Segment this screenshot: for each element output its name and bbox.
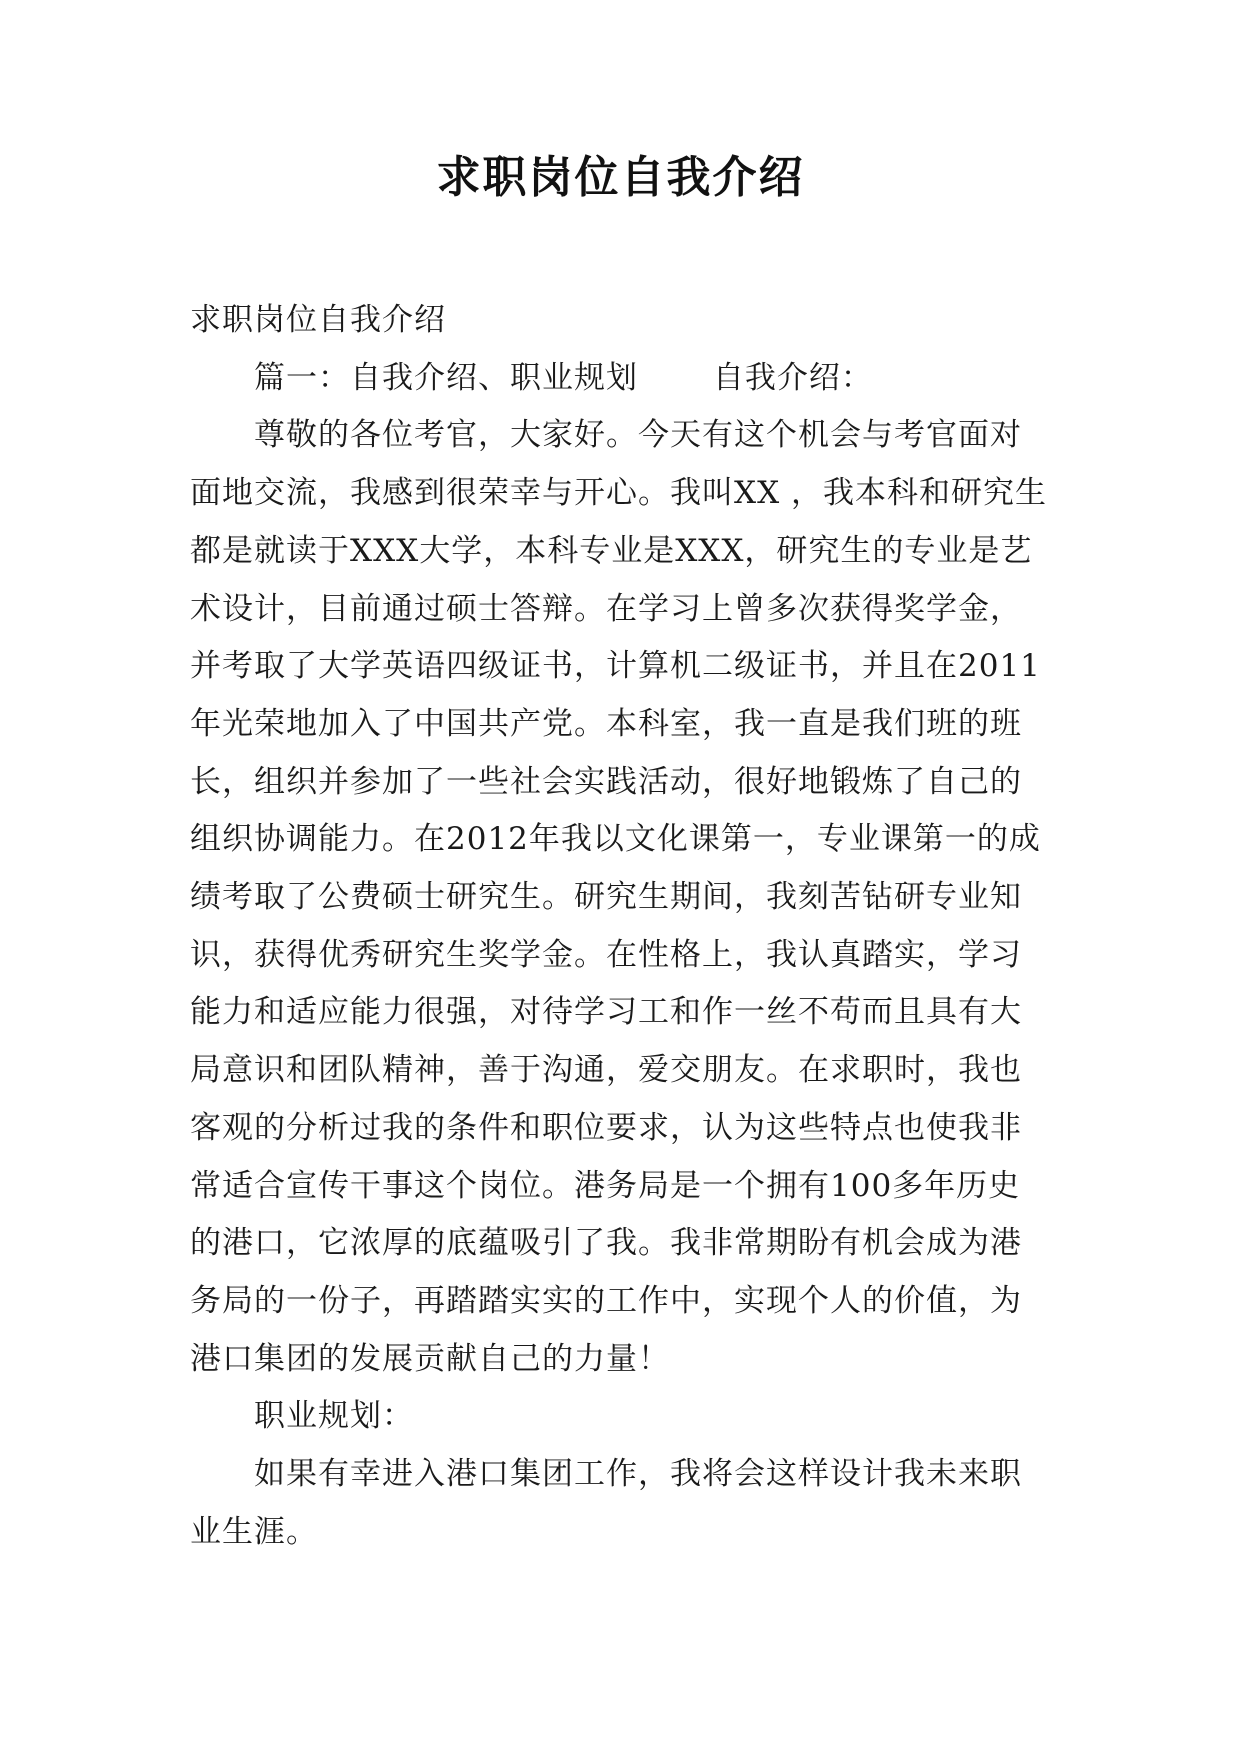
document-title: 求职岗位自我介绍 — [436, 152, 805, 203]
paragraph-career-plan: 如果有幸进入港口集团工作，我将会这样设计我未来职业生涯。 — [190, 1456, 1022, 1550]
document-body — [190, 292, 1050, 1561]
paragraph-career-plan-heading: 职业规划： — [254, 1398, 414, 1435]
section-heading: 篇一：自我介绍、职业规划 自我介绍： — [254, 359, 873, 396]
body-subtitle: 求职岗位自我介绍 — [190, 302, 446, 338]
paragraph-introduction: 尊敬的各位考官，大家好。今天有这个机会与考官面对面地交流，我感到很荣幸与开心。我叫XX ，我本科和研究生都是就读于XXX大学，本科专业是XXX，研究生的专业是艺术设计，目前通过硕士答辩。在学习上曾多次获得奖学金，并考取了大学英语四级证书，计算机二级证书，并且在2011年光荣地加入了中国共产党。本科室，我一直是我们班的班长，组织并参加了一些社会实践活动，很好地锻炼了自己的组织协调能力。在2012年我以文化课第一，专业课第一的成绩考取了公费硕士研究生。研究生期间，我刻苦钻研专业知识，获得优秀研究生奖学金。在性格上，我认真踏实，学习能力和适应能力很强，对待学习工和作一丝不苟而且具有大局意识和团队精神，善于沟通，爱交朋友。在求职时，我也客观的分析过我的条件和职位要求，认为这些特点也使我非常适合宣传干事这个岗位。港务局是一个拥有100多年历史的港口，它浓厚的底蕴吸引了我。我非常期盼有机会成为港务局的一份子，再踏踏实实的工作中，实现个人的价值，为港口集团的发展贡献自己的力量！ — [190, 417, 1047, 1377]
